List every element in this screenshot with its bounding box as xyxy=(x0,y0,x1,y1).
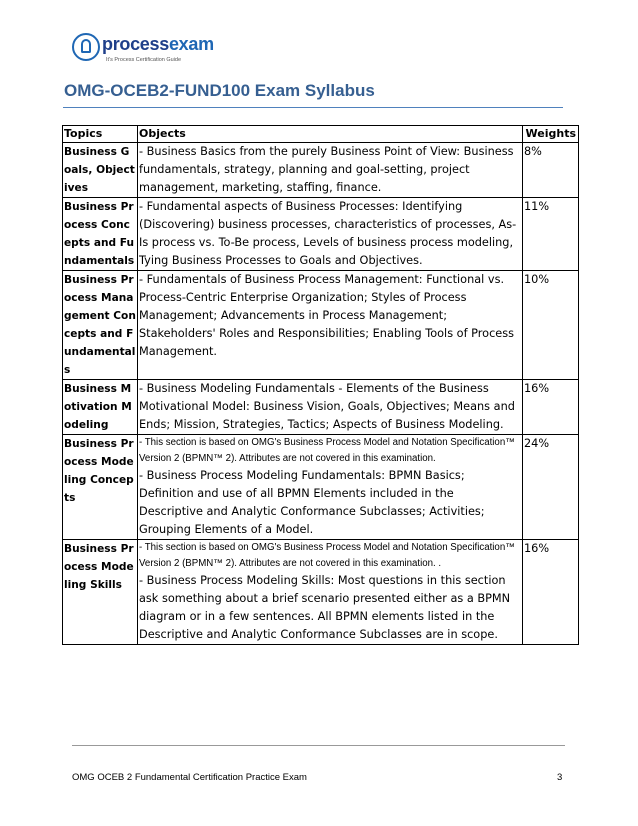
footer-title: OMG OCEB 2 Fundamental Certification Practice Exam xyxy=(72,772,307,783)
header-weights: Weights xyxy=(523,126,579,143)
objects-note: - This section is based on OMG's Business Process Model and Notation Specification™ Version 2 (BPMN™ 2). Attributes are not covered in this examination. . xyxy=(139,542,515,569)
weight-cell: 11% xyxy=(523,198,579,271)
table-row xyxy=(63,271,579,380)
objects-text: - Fundamental aspects of Business Processes: Identifying (Discovering) business processes, characteristics of processes, As-Is process vs. To-Be process, Levels of business process modeling, Tying Business Processes to Goals and Objectives. xyxy=(139,200,517,267)
table-row xyxy=(63,380,579,435)
weight-cell: 8% xyxy=(523,143,579,198)
title-underline xyxy=(63,107,563,108)
topic-cell: Business Process Modeling Skills xyxy=(63,540,138,645)
weight-cell: 24% xyxy=(523,435,579,540)
objects-text: - Fundamentals of Business Process Management: Functional vs. Process-Centric Enterprise Organization; Styles of Process Management; Advancements in Process Management; Stakeholders' Roles and Responsibilities; Enabling Tools of Process Management. xyxy=(139,273,515,358)
objects-text: - Business Basics from the purely Business Point of View: Business fundamentals, strategy, planning and goal-setting, project management, marketing, staffing, finance. xyxy=(139,145,514,194)
processexam-logo xyxy=(72,31,232,69)
page-number: 3 xyxy=(557,772,563,783)
topic-cell: Business Process Management Concepts and Fundamentals xyxy=(63,271,138,380)
header-objects: Objects xyxy=(138,126,523,143)
objects-note: - This section is based on OMG's Business Process Model and Notation Specification™ Version 2 (BPMN™ 2). Attributes are not covered in this examination. xyxy=(139,437,515,464)
logo-tagline: It's Process Certification Guide xyxy=(106,57,182,63)
objects-text: - Business Process Modeling Fundamentals: BPMN Basics; Definition and use of all BPMN Elements included in the Descriptive and Analytic Conformance Subclasses; Activities; Grouping Elements of a Model. xyxy=(139,469,485,536)
page-title: OMG-OCEB2-FUND100 Exam Syllabus xyxy=(64,81,375,100)
objects-cell xyxy=(138,143,523,198)
topic-cell: Business Goals, Objectives xyxy=(63,143,138,198)
objects-cell xyxy=(138,198,523,271)
table-row xyxy=(63,540,579,645)
footer-divider xyxy=(72,745,565,746)
topic-cell: Business Motivation Modeling xyxy=(63,380,138,435)
table-row xyxy=(63,143,579,198)
lightbulb-icon xyxy=(72,33,100,61)
table-row xyxy=(63,435,579,540)
objects-text: - Business Process Modeling Skills: Most questions in this section ask something about a brief scenario presented either as a BPMN diagram or in a few sentences. All BPMN elements listed in the Descriptive and Analytic Conformance Subclasses are in scope. xyxy=(139,574,511,641)
objects-cell xyxy=(138,380,523,435)
header-topics: Topics xyxy=(63,126,138,143)
objects-cell xyxy=(138,435,523,540)
weight-cell: 10% xyxy=(523,271,579,380)
topic-cell: Business Process Modeling Concepts xyxy=(63,435,138,540)
weight-cell: 16% xyxy=(523,380,579,435)
syllabus-table xyxy=(62,125,579,645)
table-header-row xyxy=(63,126,579,143)
weight-cell: 16% xyxy=(523,540,579,645)
logo-text: processexam xyxy=(102,34,214,54)
objects-cell xyxy=(138,271,523,380)
table-row xyxy=(63,198,579,271)
objects-cell xyxy=(138,540,523,645)
topic-cell: Business Process Concepts and Fundamentals xyxy=(63,198,138,271)
objects-text: - Business Modeling Fundamentals - Elements of the Business Motivational Model: Business Vision, Goals, Objectives; Means and Ends; Mission, Strategies, Tactics; Aspects of Business Modeling. xyxy=(139,382,515,431)
